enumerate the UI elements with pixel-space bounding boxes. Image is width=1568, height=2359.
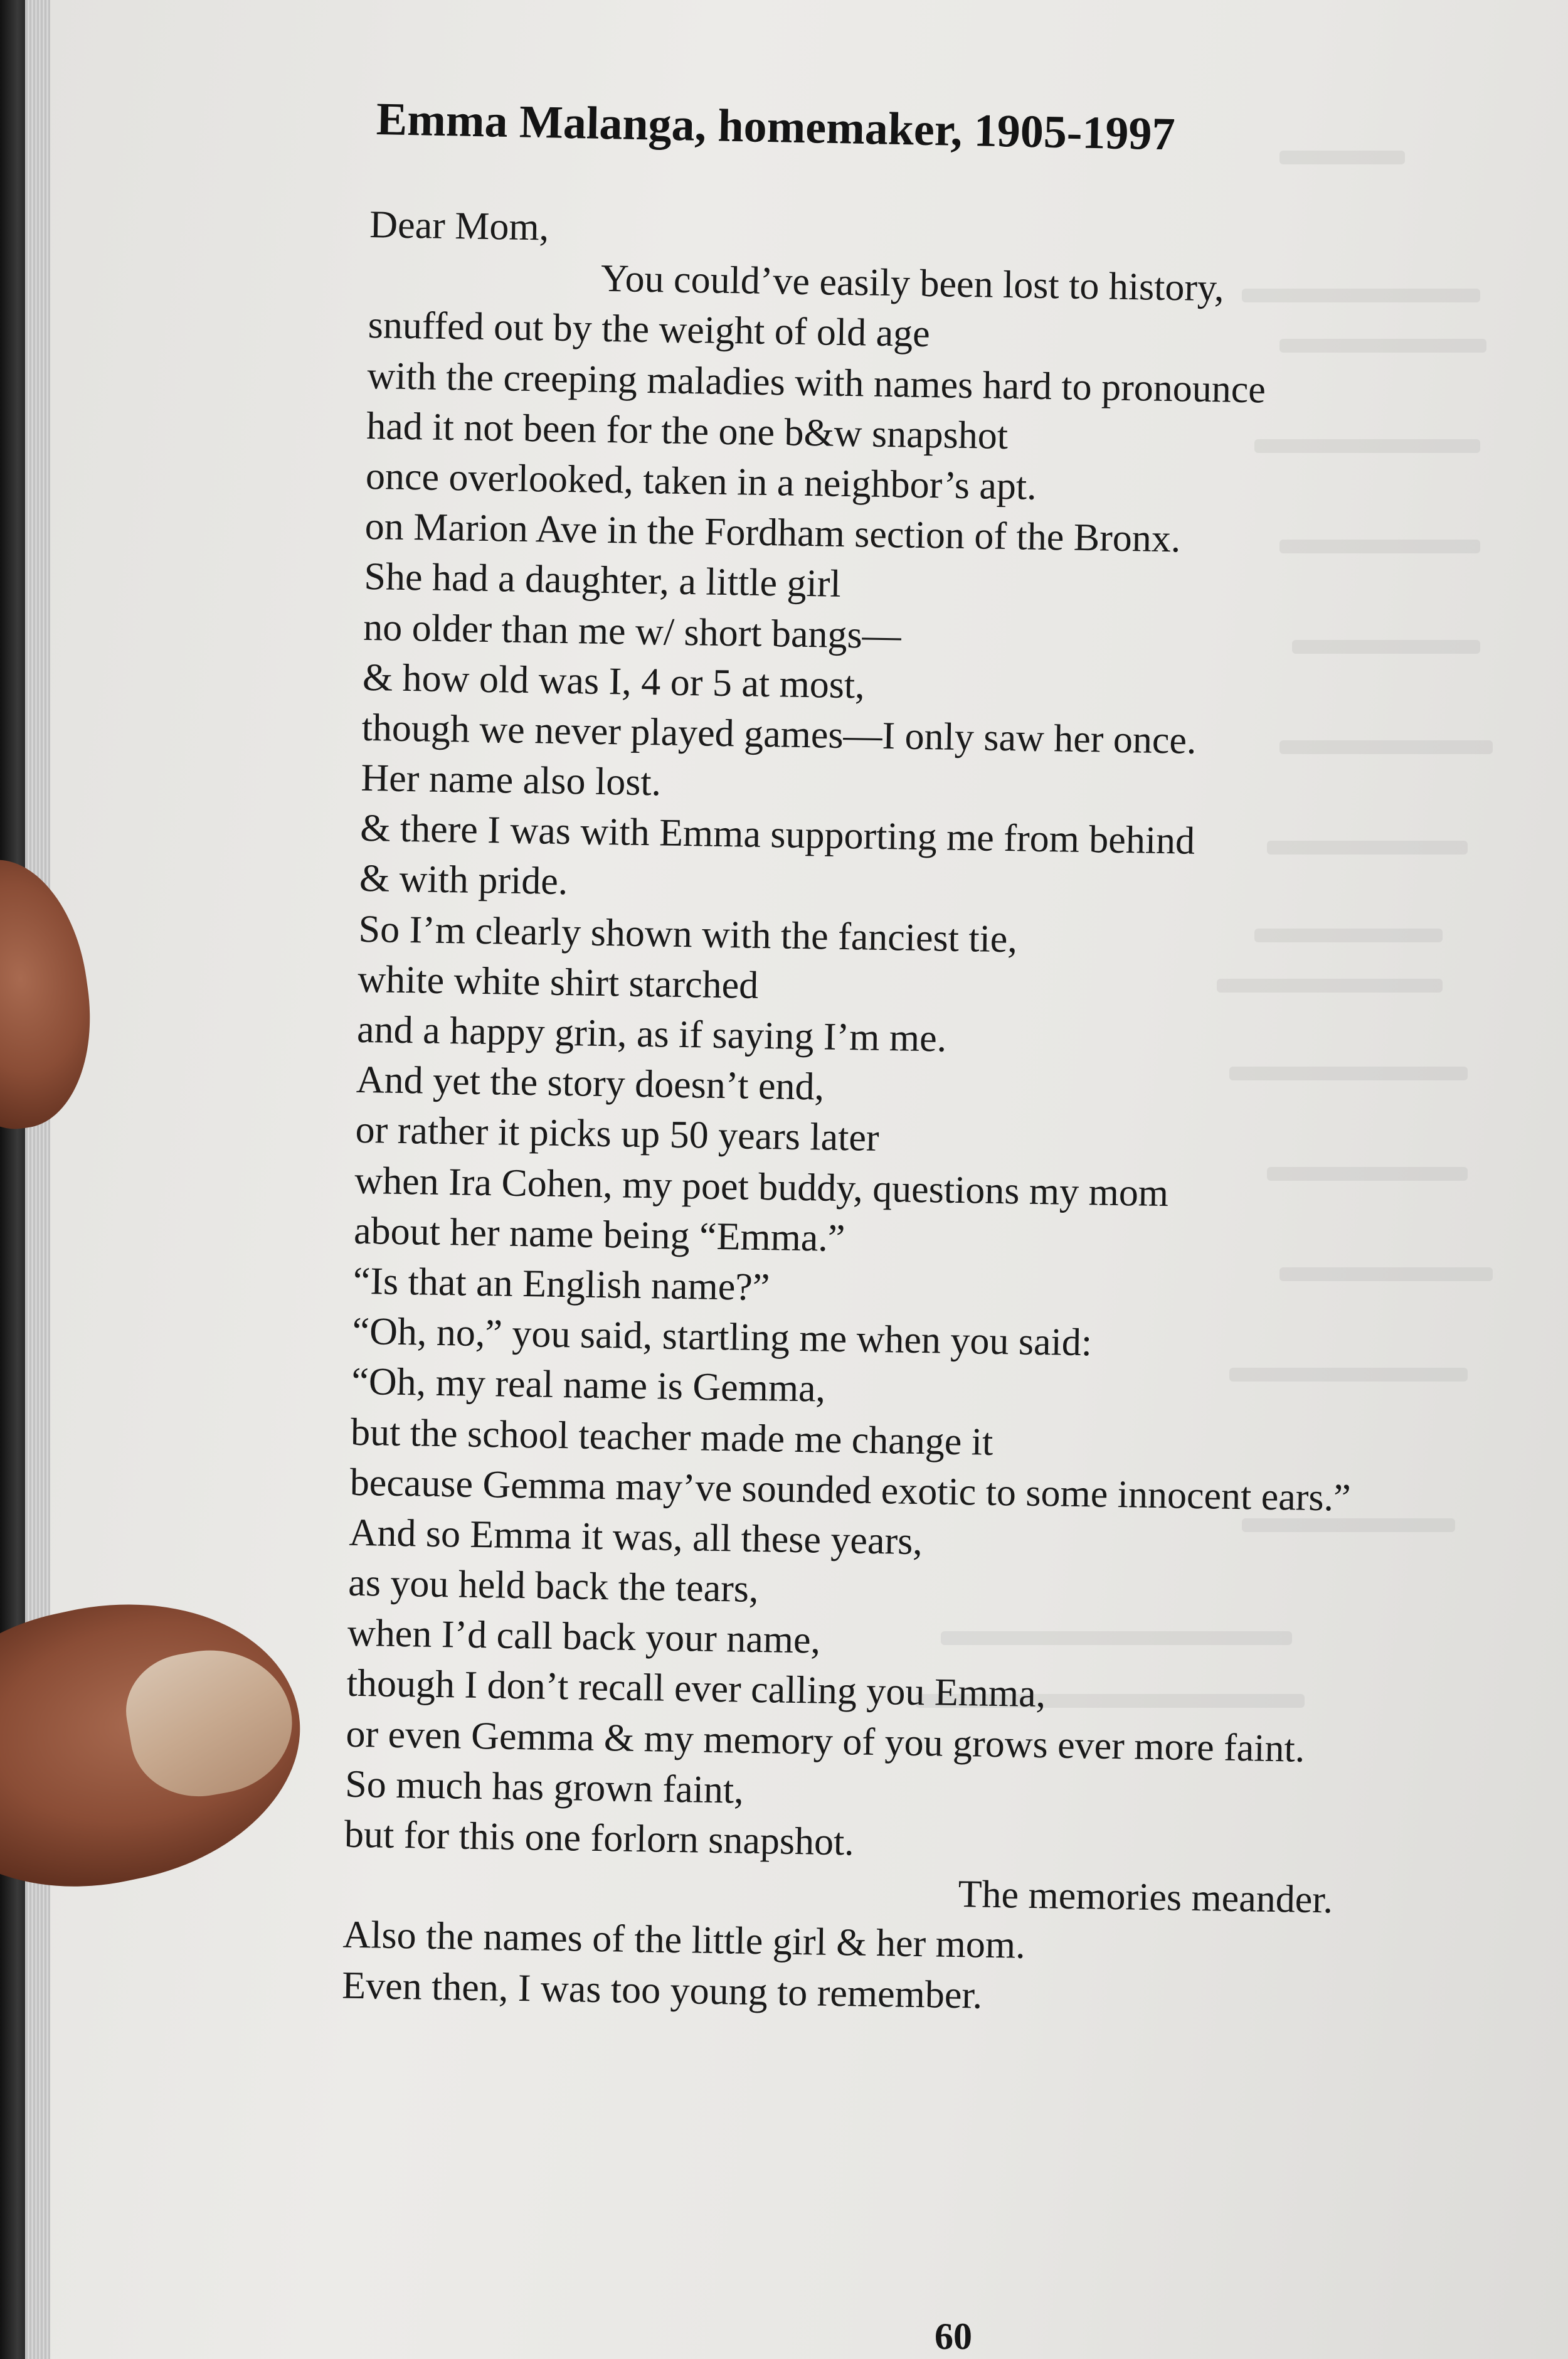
poem-line: So I’m clearly shown with the fanciest tie,: [358, 907, 1018, 961]
poem-line: She had a daughter, a little girl: [364, 555, 842, 606]
poem-body: [342, 200, 1499, 2028]
poem-line: with the creeping maladies with names hard to pronounce: [367, 354, 1266, 412]
poem-title: Emma Malanga, homemaker, 1905-1997: [376, 93, 1176, 161]
poem-line: but the school teacher made me change it: [350, 1410, 993, 1464]
poem-line: And so Emma it was, all these years,: [349, 1511, 923, 1563]
poem-line: snuffed out by the weight of old age: [368, 304, 931, 356]
poem-line: Also the names of the little girl & her mom.: [342, 1914, 1026, 1968]
poem-line: So much has grown faint,: [344, 1762, 744, 1812]
poem-line: about her name being “Emma.”: [353, 1209, 845, 1260]
poem-line: “Oh, no,” you said, startling me when you said:: [352, 1309, 1093, 1365]
poem-line: no older than me w/ short bangs—: [363, 605, 902, 657]
poem-line: though I don’t recall ever calling you Emma,: [346, 1662, 1046, 1716]
poem-line: because Gemma may’ve sounded exotic to some innocent ears.”: [349, 1461, 1352, 1520]
poem-line: when I’d call back your name,: [347, 1611, 821, 1662]
poem-line: & with pride.: [359, 857, 568, 903]
poem-line: Dear Mom,: [369, 203, 549, 249]
poem-line: white white shirt starched: [357, 957, 759, 1007]
poem-line: & how old was I, 4 or 5 at most,: [362, 656, 866, 707]
poem-line: when Ira Cohen, my poet buddy, questions my mom: [354, 1159, 1169, 1215]
poem-line: though we never played games—I only saw her once.: [361, 706, 1197, 762]
poem-line: “Oh, my real name is Gemma,: [351, 1360, 826, 1410]
poem-line: You could’ve easily been lost to history,: [600, 257, 1225, 310]
poem-line: & there I was with Emma supporting me from behind: [359, 807, 1195, 863]
poem-line: The memories meander.: [958, 1873, 1333, 1922]
poem-line: or even Gemma & my memory of you grows ever more faint.: [346, 1712, 1305, 1771]
poem-line: had it not been for the one b&w snapshot: [366, 404, 1009, 457]
page-number: 60: [935, 2316, 972, 2357]
poem-line: “Is that an English name?”: [352, 1259, 770, 1309]
poem-line: Even then, I was too young to remember.: [341, 1964, 983, 2017]
poem-line: Her name also lost.: [360, 756, 662, 804]
poem-line: And yet the story doesn’t end,: [356, 1058, 825, 1109]
poem-line: on Marion Ave in the Fordham section of the Bronx.: [364, 505, 1181, 561]
poem-line: once overlooked, taken in a neighbor’s apt.: [365, 454, 1037, 508]
poem-line: but for this one forlorn snapshot.: [344, 1813, 855, 1864]
poem-line: and a happy grin, as if saying I’m me.: [356, 1008, 947, 1060]
poem-line: or rather it picks up 50 years later: [355, 1109, 880, 1160]
poem-line: as you held back the tears,: [347, 1561, 760, 1611]
